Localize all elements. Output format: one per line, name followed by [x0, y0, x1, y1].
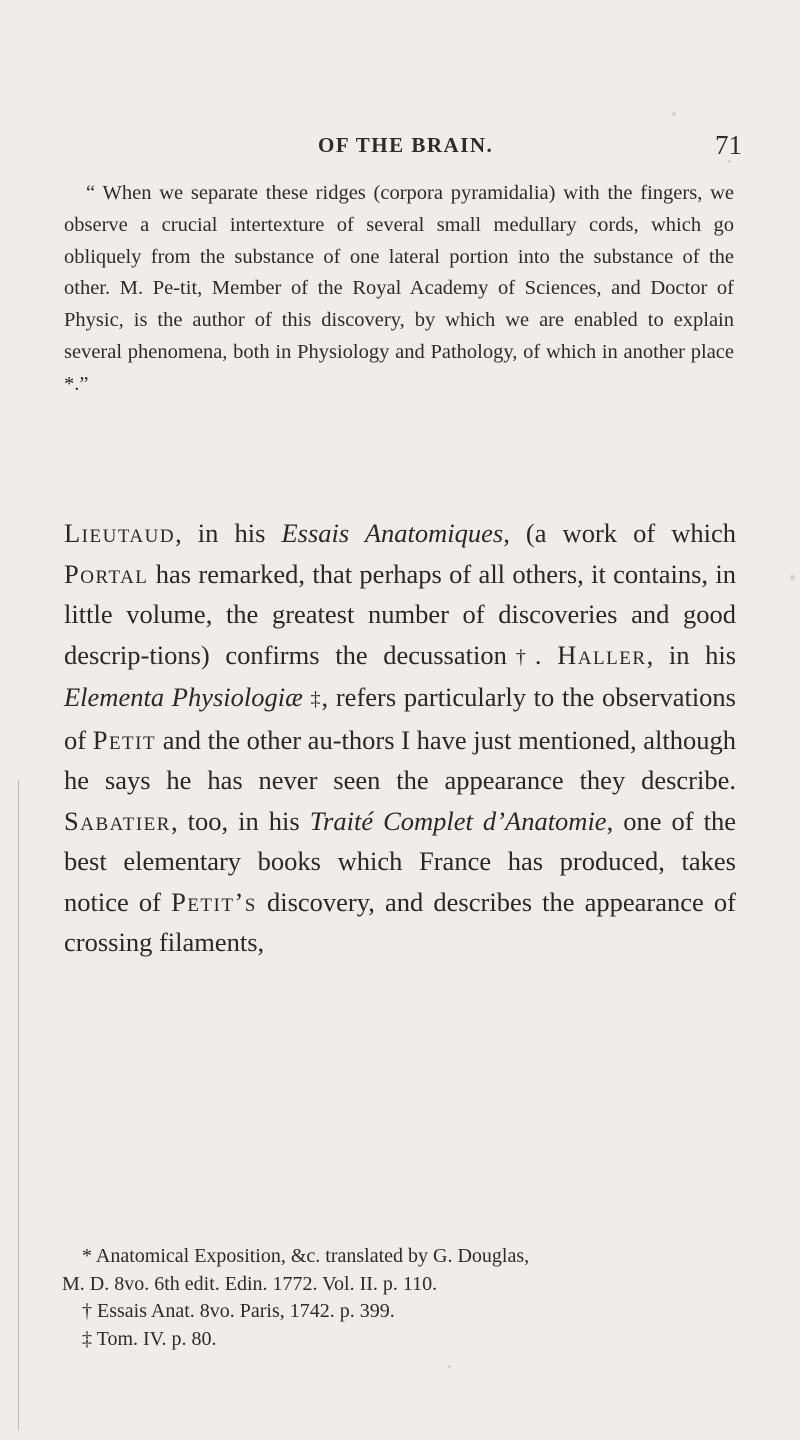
footnote-3: ‡ Tom. IV. p. 80.	[82, 1327, 217, 1350]
body-text: , too, in his	[170, 805, 310, 836]
page-number: 71	[715, 130, 742, 160]
author-portal: Portal	[64, 558, 149, 589]
footnote-ref-dagger: †	[506, 645, 535, 668]
body-text: , one of the best elementary books which France has produced, takes notice of	[64, 805, 737, 917]
page-edge-line	[18, 780, 19, 1430]
body-text: , in his	[175, 518, 282, 548]
body-text: , (a work of which	[503, 518, 737, 548]
running-head: OF THE BRAIN.	[318, 133, 494, 157]
paper-speck	[448, 1365, 451, 1368]
title-essais-anatomiques: Essais Anatomiques	[281, 518, 504, 548]
quoted-passage	[64, 178, 734, 401]
title-elementa-physiologiae: Elementa Physiologiæ	[64, 682, 303, 712]
author-petits: Petit’s	[171, 886, 257, 917]
footnote-1: * Anatomical Exposition, &c. translated by G. Douglas,	[82, 1245, 530, 1267]
footnote-2: † Essais Anat. 8vo. Paris, 1742. p. 399.	[82, 1300, 395, 1322]
footnote-1-continued: M. D. 8vo. 6th edit. Edin. 1772. Vol. II. p. 110.	[62, 1272, 438, 1295]
body-paragraph	[64, 513, 736, 963]
quote-paragraph: “ When we separate these ridges (corpora pyramidalia) with the fingers, we observe a crucial intertexture of several small medullary cords, which go obliquely from the substance of one lateral portion into the substance of the other. M. Pe-tit, Member of the Royal Academy of Sciences, and Doctor of Physic, is the author of this discovery, by which we are enabled to explain several phenomena, both in Physiology and Pathology, of which in another place *.”	[64, 182, 734, 395]
paper-speck	[790, 575, 795, 580]
body-text: discovery, and describes the appearance of crossing filaments,	[64, 886, 736, 957]
author-petit: Petit	[92, 724, 157, 755]
author-sabatier: Sabatier	[64, 805, 171, 836]
author-lieutaud: Lieutaud	[64, 518, 176, 548]
main-text	[64, 513, 736, 963]
body-text: and the other au-thors I have just mentioned, although he says he has never seen the appearance they describe.	[64, 724, 737, 795]
footnote-ref-double-dagger: ‡	[310, 688, 322, 710]
body-text: .	[534, 639, 558, 670]
page-header	[0, 130, 800, 170]
paper-speck	[672, 112, 676, 116]
author-haller: Haller	[557, 639, 647, 670]
title-traite-complet: Traité Complet d’Anatomie	[309, 805, 607, 836]
body-text: , in his	[646, 639, 737, 670]
body-text: has remarked, that perhaps of all others, it contains, in little volume, the greatest number of discoveries and good descrip-tions) confirms the decussation	[64, 558, 736, 670]
body-text: , refers particularly to the observations of	[64, 682, 736, 755]
paper-speck	[728, 160, 731, 163]
footnotes	[62, 1243, 742, 1353]
